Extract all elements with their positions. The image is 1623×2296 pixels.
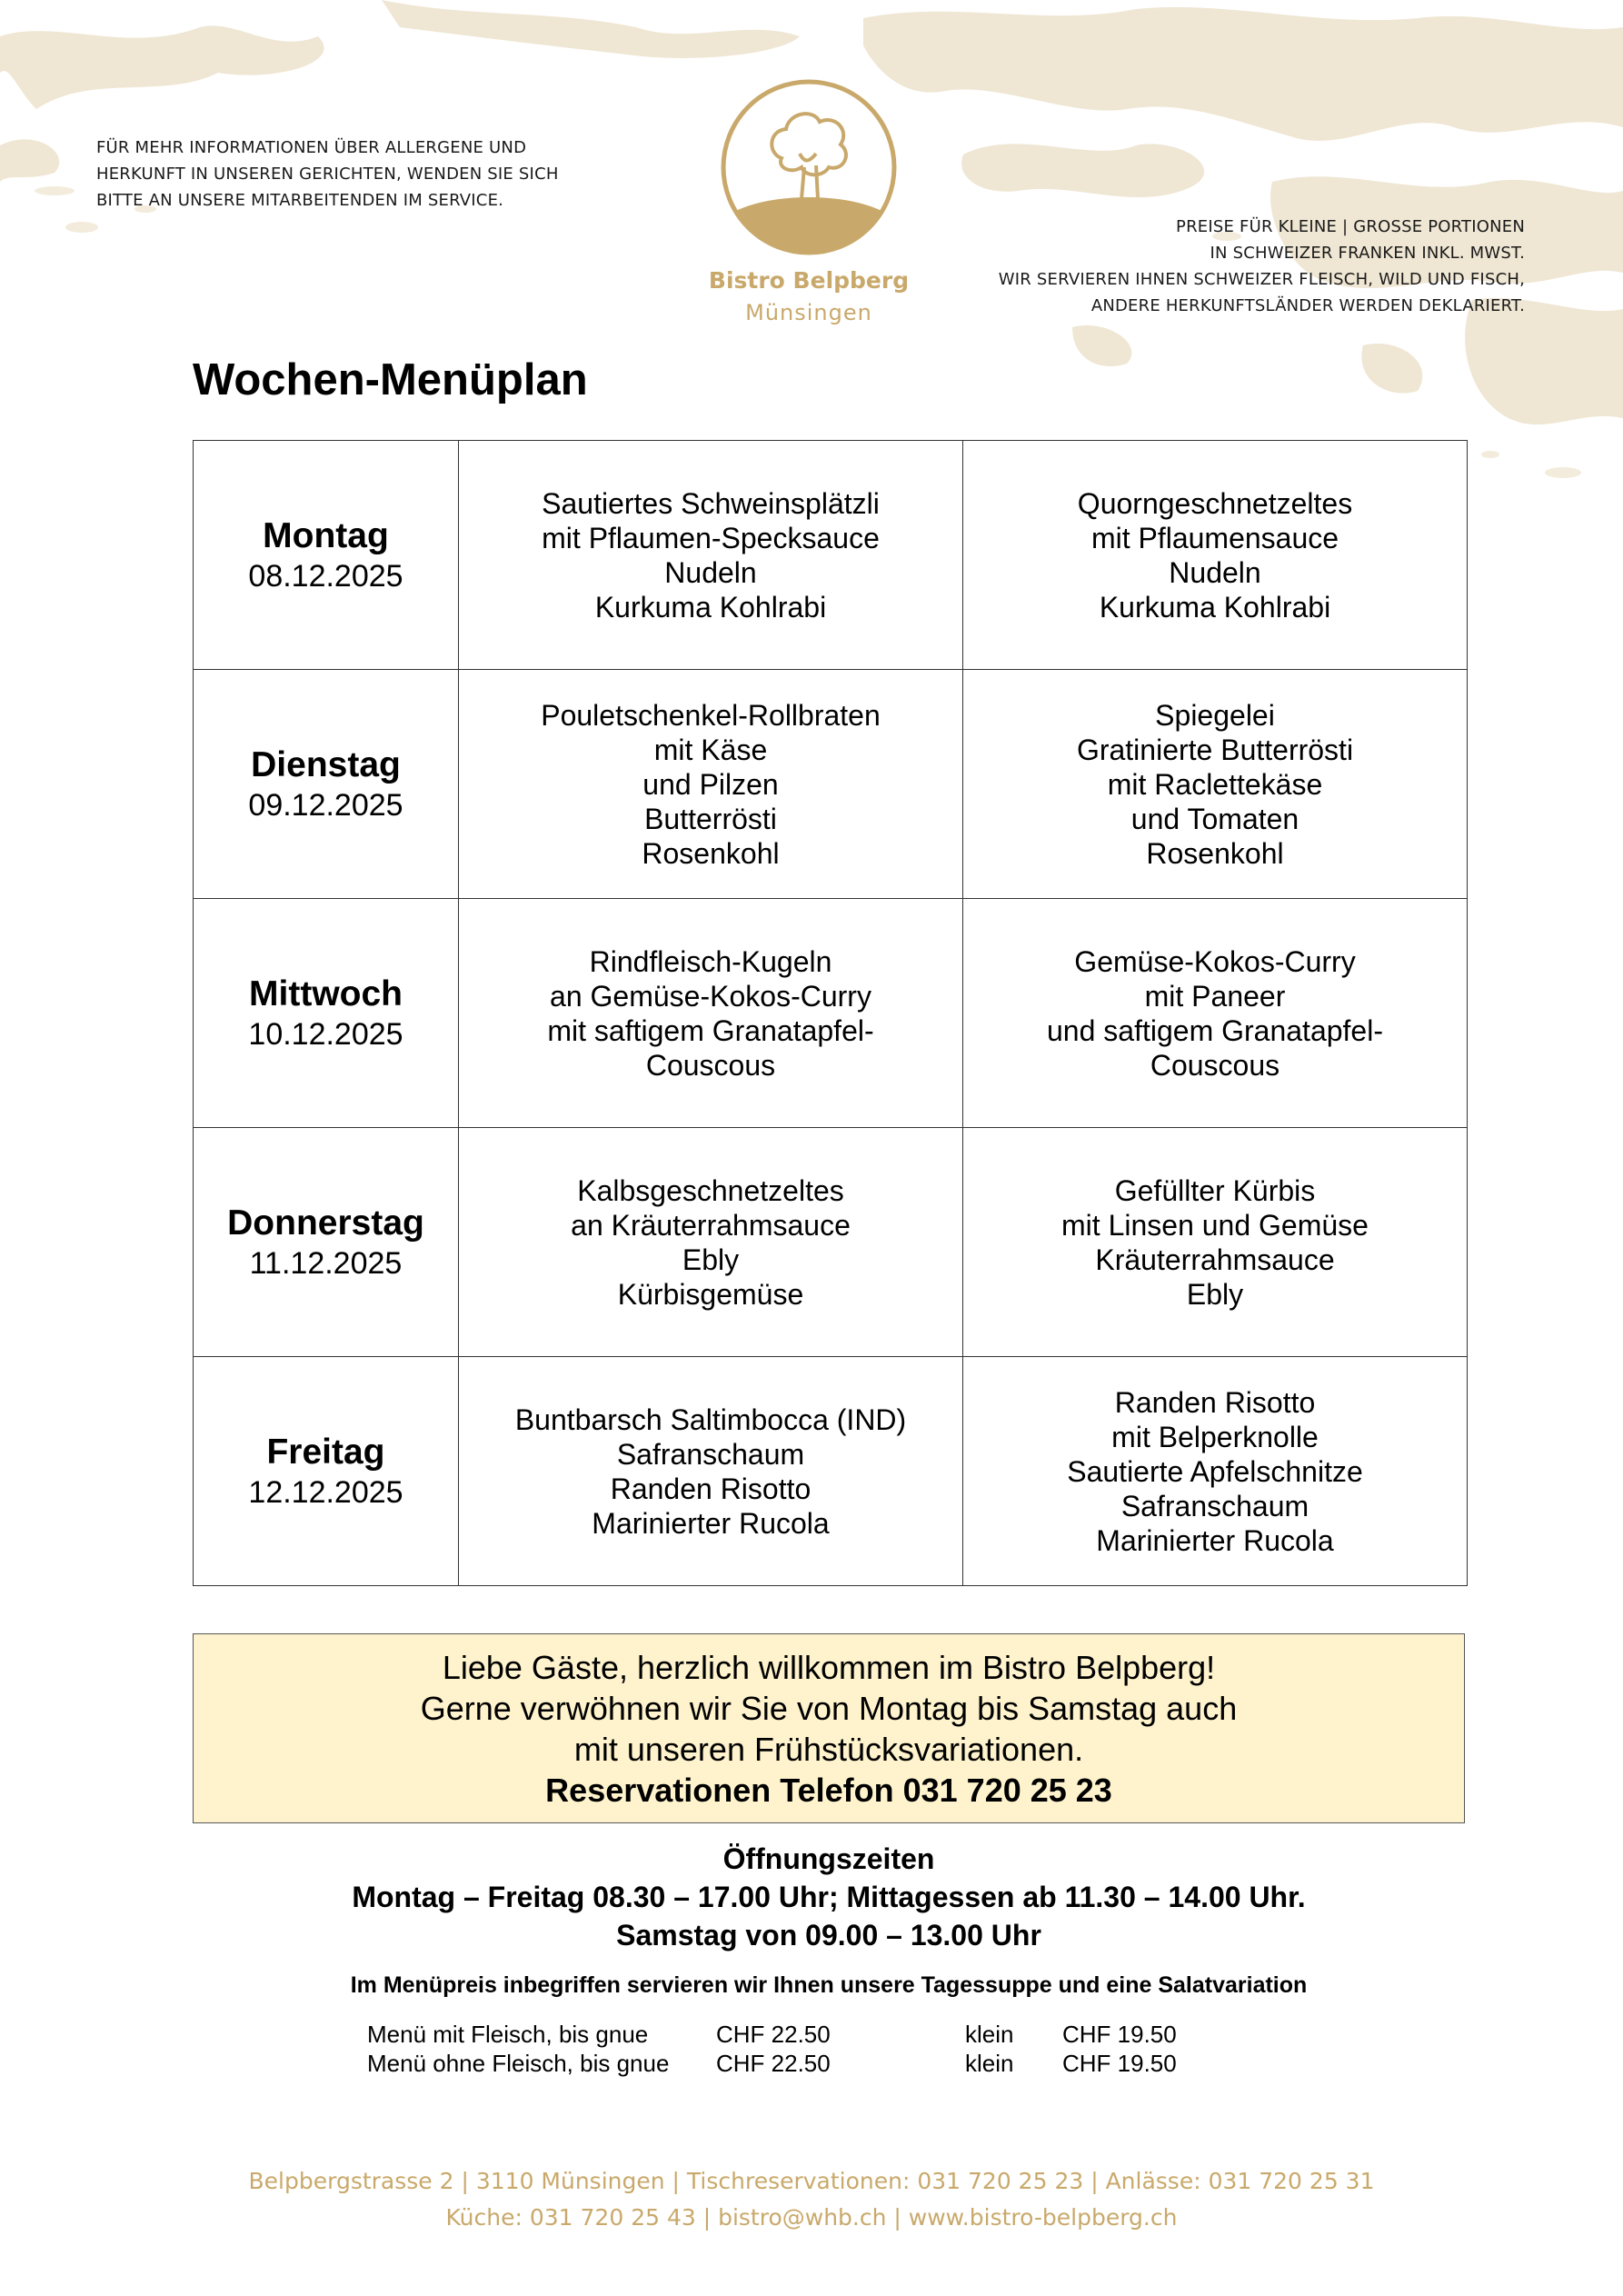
dish-line: und Pilzen bbox=[642, 767, 779, 801]
dish-line: Randen Risotto bbox=[1114, 1385, 1316, 1419]
dish-line: an Kräuterrahmsauce bbox=[571, 1208, 851, 1242]
dish-line: mit saftigem Granatapfel- bbox=[547, 1013, 874, 1047]
dish-line: an Gemüse-Kokos-Curry bbox=[550, 979, 871, 1013]
dish-line: Kürbisgemüse bbox=[617, 1277, 804, 1311]
logo-name: Bistro Belpberg bbox=[708, 267, 910, 294]
menu-row bbox=[194, 670, 1468, 899]
dish-line: mit Pflaumen-Specksauce bbox=[542, 521, 880, 554]
dish-line: mit Käse bbox=[653, 733, 768, 766]
dish-line: Rindfleisch-Kugeln bbox=[589, 944, 832, 978]
dish-line: Kalbsgeschnetzeltes bbox=[577, 1173, 844, 1207]
vegetarian-dish-cell bbox=[963, 670, 1468, 899]
price-label: Menü ohne Fleisch, bis gnue bbox=[367, 2050, 670, 2077]
opening-hours bbox=[193, 1840, 1465, 1954]
dish-line: Nudeln bbox=[664, 555, 757, 589]
dish-line: Ebly bbox=[1186, 1277, 1244, 1311]
meat-dish-cell bbox=[459, 670, 963, 899]
menu-row bbox=[194, 441, 1468, 670]
day-name: Donnerstag bbox=[227, 1203, 424, 1243]
vegetarian-dish-cell bbox=[963, 899, 1468, 1128]
dish-line: Gefüllter Kürbis bbox=[1114, 1173, 1316, 1207]
dish-line: und saftigem Granatapfel- bbox=[1047, 1013, 1383, 1047]
meat-dish-cell bbox=[459, 441, 963, 670]
meat-dish-cell bbox=[459, 1357, 963, 1586]
day-cell bbox=[194, 441, 459, 670]
day-date: 09.12.2025 bbox=[248, 787, 403, 823]
menu-table bbox=[193, 440, 1468, 1586]
dish-line: Nudeln bbox=[1169, 555, 1261, 589]
dish-line: mit Paneer bbox=[1144, 979, 1286, 1013]
dish-line: Kurkuma Kohlrabi bbox=[594, 590, 827, 624]
dish-line: Ebly bbox=[682, 1243, 740, 1276]
included-note: Im Menüpreis inbegriffen servieren wir Ihnen unsere Tagessuppe und eine Salatvariation bbox=[350, 1972, 1308, 1998]
price-small-label: klein bbox=[965, 2021, 1014, 2048]
dish-line: Randen Risotto bbox=[610, 1472, 812, 1505]
price-note-line: IN SCHWEIZER FRANKEN INKL. MWST. bbox=[1210, 244, 1525, 263]
page-title: Wochen-Menüplan bbox=[193, 355, 588, 404]
price-label: Menü mit Fleisch, bis gnue bbox=[367, 2021, 649, 2048]
day-date: 10.12.2025 bbox=[248, 1016, 403, 1052]
day-cell bbox=[194, 670, 459, 899]
allergen-note-line: FÜR MEHR INFORMATIONEN ÜBER ALLERGENE UND bbox=[96, 138, 527, 157]
price-small-value: CHF 19.50 bbox=[1062, 2021, 1177, 2048]
day-cell bbox=[194, 1128, 459, 1357]
menu-row bbox=[194, 899, 1468, 1128]
day-name: Montag bbox=[263, 515, 389, 555]
day-date: 08.12.2025 bbox=[248, 558, 403, 594]
welcome-line: Gerne verwöhnen wir Sie von Montag bis Samstag auch bbox=[420, 1690, 1238, 1727]
dish-line: Safranschaum bbox=[616, 1437, 805, 1471]
price-row bbox=[367, 2020, 1276, 2049]
dish-line: und Tomaten bbox=[1130, 802, 1299, 835]
dish-line: Marinierter Rucola bbox=[592, 1506, 830, 1540]
dish-line: Couscous bbox=[645, 1048, 776, 1082]
footer-contact bbox=[0, 2163, 1623, 2236]
price-note-line: WIR SERVIEREN IHNEN SCHWEIZER FLEISCH, WILD UND FISCH, bbox=[998, 270, 1525, 289]
welcome-line: mit unseren Frühstücksvariationen. bbox=[573, 1731, 1084, 1768]
day-name: Mittwoch bbox=[249, 973, 403, 1013]
bistro-logo-icon bbox=[718, 76, 900, 258]
day-name: Freitag bbox=[266, 1432, 385, 1472]
logo-town: Münsingen bbox=[745, 300, 872, 325]
footer-line: Küche: 031 720 25 43 | bistro@whb.ch | www.bistro-belpberg.ch bbox=[445, 2204, 1178, 2231]
price-small-label: klein bbox=[965, 2050, 1014, 2077]
dish-line: Spiegelei bbox=[1155, 698, 1275, 732]
price-note-line: ANDERE HERKUNFTSLÄNDER WERDEN DEKLARIERT. bbox=[1090, 296, 1525, 315]
price-small-value: CHF 19.50 bbox=[1062, 2050, 1177, 2077]
welcome-line: Liebe Gäste, herzlich willkommen im Bistro Belpberg! bbox=[442, 1649, 1216, 1686]
day-cell bbox=[194, 899, 459, 1128]
day-cell bbox=[194, 1357, 459, 1586]
price-note bbox=[889, 214, 1525, 319]
allergen-note-line: HERKUNFT IN UNSEREN GERICHTEN, WENDEN SIE SICH bbox=[96, 165, 559, 184]
dish-line: Butterrösti bbox=[644, 802, 777, 835]
dish-line: Rosenkohl bbox=[642, 836, 780, 870]
dish-line: mit Linsen und Gemüse bbox=[1061, 1208, 1369, 1242]
opening-hours-saturday: Samstag von 09.00 – 13.00 Uhr bbox=[616, 1919, 1041, 1952]
dish-line: mit Pflaumensauce bbox=[1090, 521, 1339, 554]
dish-line: mit Belperknolle bbox=[1111, 1420, 1319, 1453]
opening-hours-weekdays: Montag – Freitag 08.30 – 17.00 Uhr; Mittagessen ab 11.30 – 14.00 Uhr. bbox=[352, 1881, 1306, 1913]
dish-line: Couscous bbox=[1150, 1048, 1280, 1082]
vegetarian-dish-cell bbox=[963, 441, 1468, 670]
allergen-note-line: BITTE AN UNSERE MITARBEITENDEN IM SERVICE. bbox=[96, 191, 504, 210]
menu-row bbox=[194, 1128, 1468, 1357]
dish-line: Quorngeschnetzeltes bbox=[1077, 486, 1353, 520]
price-list bbox=[367, 2020, 1276, 2078]
dish-line: Rosenkohl bbox=[1146, 836, 1284, 870]
day-name: Dienstag bbox=[251, 744, 401, 784]
meat-dish-cell bbox=[459, 1128, 963, 1357]
meat-dish-cell bbox=[459, 899, 963, 1128]
allergen-note bbox=[96, 135, 605, 214]
day-date: 12.12.2025 bbox=[248, 1474, 403, 1510]
dish-line: Gratinierte Butterrösti bbox=[1076, 733, 1354, 766]
price-value: CHF 22.50 bbox=[716, 2021, 831, 2048]
menu-row bbox=[194, 1357, 1468, 1586]
dish-line: Kräuterrahmsauce bbox=[1095, 1243, 1335, 1276]
dish-line: Kurkuma Kohlrabi bbox=[1099, 590, 1331, 624]
dish-line: Gemüse-Kokos-Curry bbox=[1074, 944, 1356, 978]
price-value: CHF 22.50 bbox=[716, 2050, 831, 2077]
opening-hours-title: Öffnungszeiten bbox=[722, 1842, 935, 1875]
dish-line: Buntbarsch Saltimbocca (IND) bbox=[514, 1403, 907, 1436]
vegetarian-dish-cell bbox=[963, 1357, 1468, 1586]
price-row bbox=[367, 2049, 1276, 2078]
footer-line: Belpbergstrasse 2 | 3110 Münsingen | Tischreservationen: 031 720 25 23 | Anlässe: 031 720 25 31 bbox=[248, 2168, 1375, 2194]
dish-line: Marinierter Rucola bbox=[1096, 1523, 1334, 1557]
reservation-phone: Reservationen Telefon 031 720 25 23 bbox=[545, 1772, 1112, 1809]
price-note-line: PREISE FÜR KLEINE | GROSSE PORTIONEN bbox=[1176, 217, 1525, 236]
dish-line: mit Raclettekäse bbox=[1107, 767, 1323, 801]
welcome-box bbox=[193, 1633, 1465, 1823]
vegetarian-dish-cell bbox=[963, 1128, 1468, 1357]
dish-line: Sautierte Apfelschnitze bbox=[1067, 1454, 1363, 1488]
dish-line: Pouletschenkel-Rollbraten bbox=[541, 698, 881, 732]
day-date: 11.12.2025 bbox=[249, 1245, 403, 1281]
dish-line: Sautiertes Schweinsplätzli bbox=[542, 486, 880, 520]
dish-line: Safranschaum bbox=[1120, 1489, 1309, 1522]
